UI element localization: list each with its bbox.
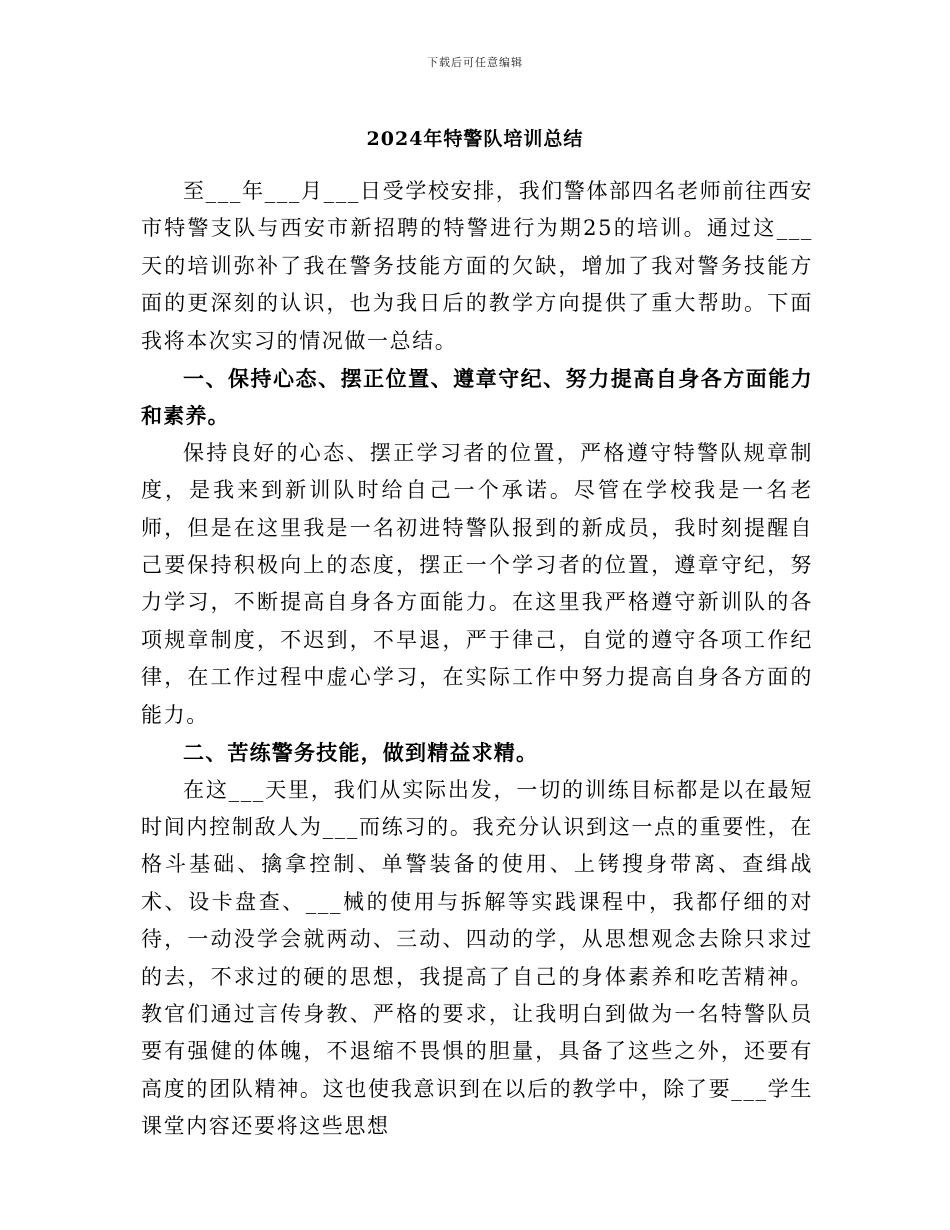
section-heading-1: 一、保持心态、摆正位置、遵章守纪、努力提高自身各方面能力和素养。 [141,366,813,429]
section-1-paragraph: 保持良好的心态、摆正学习者的位置，严格遵守特警队规章制度，是我来到新训队时给自己一个承诺。尽管在学校我是一名老师，但是在这里我是一名初进特警队报到的新成员，我时刻提醒自己要保持积极向上的态度，摆正一个学习者的位置，遵章守纪，努力学习，不断提高自身各方面能力。在这里我严格遵守新训队的各项规章制度，不迟到，不早退，严于律己，自觉的遵守各项工作纪律，在工作过程中虚心学习，在实际工作中努力提高自身各方面的能力。 [141,440,813,727]
document-body [141,173,813,1146]
document-title: 2024年特警队培训总结 [366,128,584,150]
section-2-paragraph: 在这___天里，我们从实际出发，一切的训练目标都是以在最短时间内控制敌人为___而练习的。我充分认识到这一点的重要性，在格斗基础、擒拿控制、单警装备的使用、上铐搜身带离、查缉战术、设卡盘查、___械的使用与拆解等实践课程中，我都仔细的对待，一动没学会就两动、三动、四动的学，从思想观念去除只求过的去，不求过的硬的思想，我提高了自己的身体素养和吃苦精神。教官们通过言传身教、严格的要求，让我明白到做为一名特警队员要有强健的体魄，不退缩不畏惧的胆量，具备了这些之外，还要有高度的团队精神。这也使我意识到在以后的教学中，除了要___学生课堂内容还要将这些思想 [141,777,813,1139]
section-heading-2: 二、苦练警务技能，做到精益求精。 [183,740,539,766]
header-note: 下载后可任意编辑 [427,56,523,69]
intro-paragraph: 至___年___月___日受学校安排，我们警体部四名老师前往西安市特警支队与西安市新招聘的特警进行为期25的培训。通过这___天的培训弥补了我在警务技能方面的欠缺，增加了我对警务技能方面的更深刻的认识，也为我日后的教学方向提供了重大帮助。下面我将本次实习的情况做一总结。 [141,179,813,353]
